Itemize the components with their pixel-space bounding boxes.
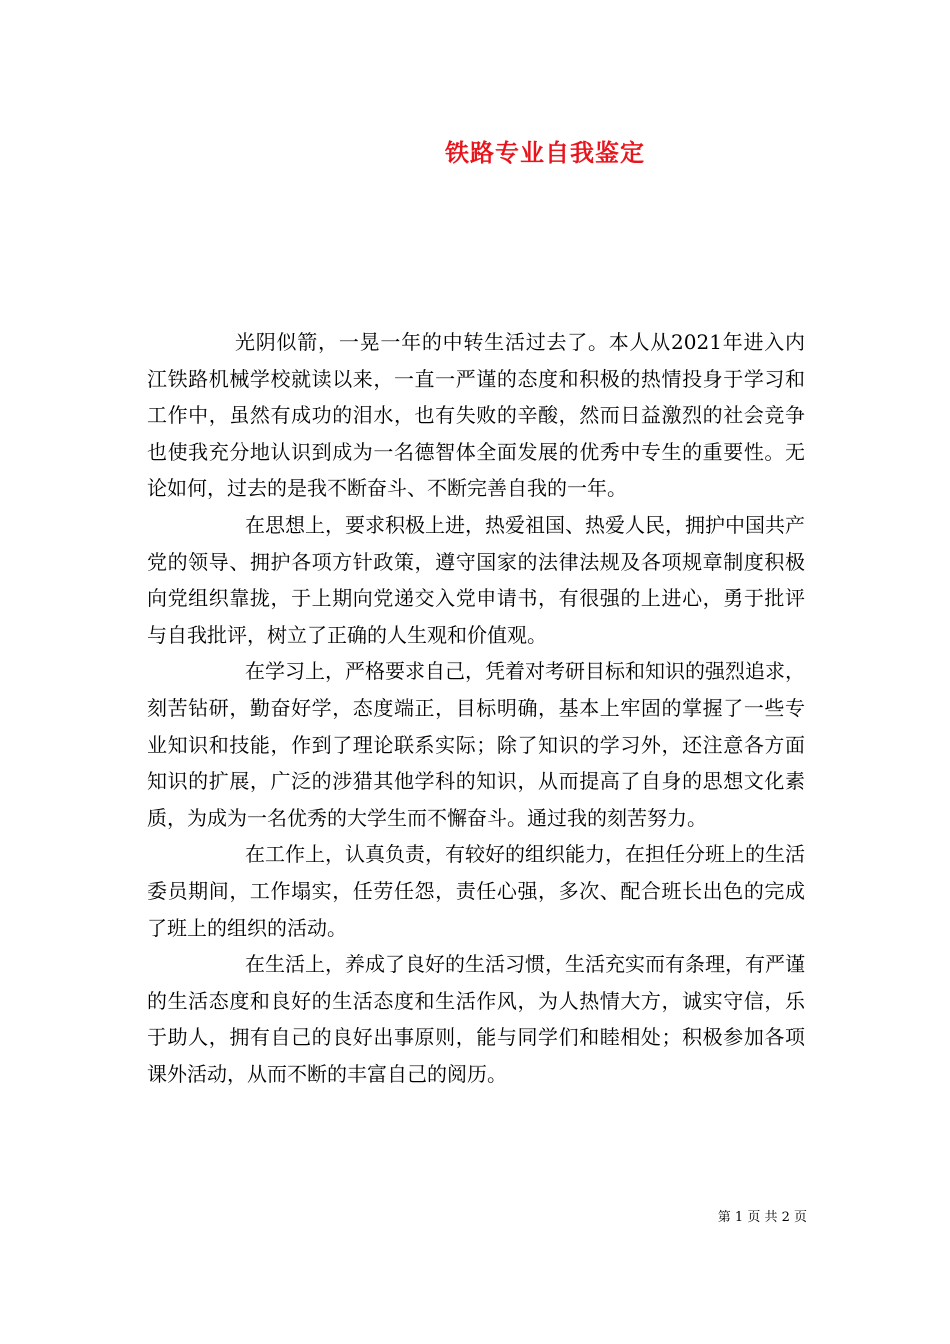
paragraph-ideology: 在思想上，要求积极上进，热爱祖国、热爱人民，拥护中国共产党的领导、拥护各项方针政策，遵守国家的法律法规及各项规章制度积极向党组织靠拢，于上期向党递交入党申请书，有很强的上进心，勇于批评与自我批评，树立了正确的人生观和价值观。 xyxy=(147,512,805,647)
paragraph-work: 在工作上，认真负责，有较好的组织能力，在担任分班上的生活委员期间，工作塌实，任劳任怨，责任心强，多次、配合班长出色的完成了班上的组织的活动。 xyxy=(147,842,805,940)
paragraph-intro: 光阴似箭，一晃一年的中转生活过去了。本人从2021年进入内江铁路机械学校就读以来，一直一严谨的态度和积极的热情投身于学习和工作中，虽然有成功的泪水，也有失败的辛酸，然而日益激烈的社会竞争也使我充分地认识到成为一名德智体全面发展的优秀中专生的重要性。无论如何，过去的是我不断奋斗、不断完善自我的一年。 xyxy=(147,330,805,501)
document-title: 铁路专业自我鉴定 xyxy=(445,138,645,167)
page-footer: 第 1 页 共 2 页 xyxy=(717,1210,807,1225)
paragraph-life: 在生活上，养成了良好的生活习惯，生活充实而有条理，有严谨的生活态度和良好的生活态度和生活作风，为人热情大方，诚实守信，乐于助人，拥有自己的良好出事原则，能与同学们和睦相处；积极参加各项课外活动，从而不断的丰富自己的阅历。 xyxy=(147,952,805,1086)
paragraph-study: 在学习上，严格要求自己，凭着对考研目标和知识的强烈追求，刻苦钻研，勤奋好学，态度端正，目标明确，基本上牢固的掌握了一些专业知识和技能，作到了理论联系实际；除了知识的学习外，还注意各方面知识的扩展，广泛的涉猎其他学科的知识，从而提高了自身的思想文化素质，为成为一名优秀的大学生而不懈奋斗。通过我的刻苦努力。 xyxy=(147,659,805,830)
document-body xyxy=(147,324,805,1092)
